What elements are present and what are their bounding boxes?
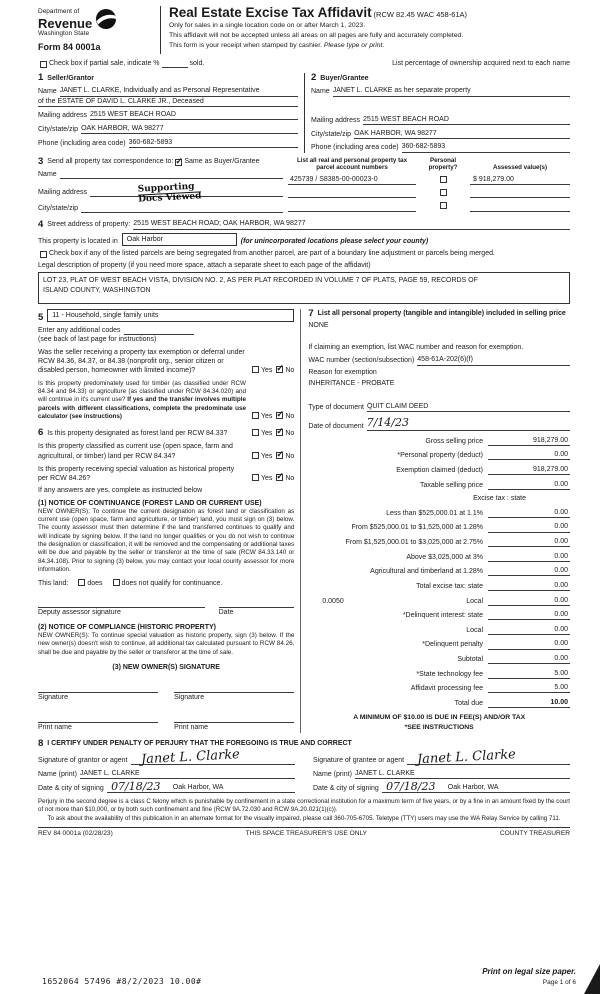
tax-label: From $525,000.01 to $1,525,000 at 1.28%: [351, 524, 483, 532]
timber-question-row: [38, 380, 294, 421]
grantor-city-field[interactable]: Oak Harbor, WA: [165, 783, 295, 793]
section-6-number: 6: [38, 427, 44, 439]
correspondence-name-field[interactable]: [60, 170, 283, 179]
partial-sale-row: [38, 59, 570, 68]
tax-label: Above $3,025,000 at 3%: [406, 553, 483, 561]
wac-number-label: WAC number (section/subsection): [308, 357, 415, 365]
owner-printname-field-2[interactable]: [174, 715, 294, 723]
excise-tax-table: [308, 436, 570, 708]
total-due-value[interactable]: 10.00: [488, 698, 570, 708]
seller-phone-label: Phone (including area code): [38, 139, 126, 147]
form-title: Real Estate Excise Tax Affidavit: [169, 5, 372, 20]
grantor-name-print-label: Name (print): [38, 770, 77, 778]
footer-row: [38, 827, 570, 839]
grantor-date-field[interactable]: 07/18/23: [107, 783, 165, 793]
buyer-grantee-heading: Buyer/Grantee: [320, 74, 369, 82]
seller-name-field-line2[interactable]: of the ESTATE OF DAVID L. CLARKE JR., Deceased: [38, 97, 298, 107]
notice-continuance-body: NEW OWNER(S): To continue the current designation as forest land or classification as current use (open space, farm and agriculture, or timber) land, you must sign on (3) below. The county assessor must then determine if the land transferred continues to qualify and will indicate by signing below. If the land no longer qualifies or you do not wish to continue the designation or classification, it will be removed and the compensating or additional taxes will be due and payable by the seller or transferor at the time of sale (RCW 84.33.140 or 84.34.108). Prior to signing (3) below, you may contact your local county assessor for more information.: [38, 507, 295, 573]
tax-label: Agricultural and timberland at 1.28%: [370, 568, 483, 576]
personal-property-checkbox-3[interactable]: [440, 202, 447, 209]
personal-property-checkbox-1[interactable]: [440, 176, 447, 183]
send-correspondence-label: Send all property tax correspondence to:: [47, 157, 174, 165]
stamp-line-1: Supporting: [137, 181, 195, 195]
legal-description-label: Legal description of property (if you need more space, attach a separate sheet to each page of the affidavit): [38, 262, 371, 270]
tax-value[interactable]: 0.00: [488, 610, 570, 620]
this-land-label: This land:: [38, 580, 69, 588]
signature-label-1: Signature: [38, 694, 68, 702]
land-qualify-row: [38, 579, 294, 588]
tax-label: Local: [466, 626, 483, 634]
parcel-table: [288, 157, 570, 214]
current-use-yes-label: Yes: [261, 452, 273, 460]
additional-codes-label: Enter any additional codes: [38, 326, 121, 334]
does-label: does: [87, 580, 103, 588]
notice-compliance-title: (2) NOTICE OF COMPLIANCE (HISTORIC PROPERTY): [38, 623, 216, 631]
certification-section: [38, 739, 570, 793]
supporting-docs-viewed-stamp: [138, 182, 202, 205]
personal-property-list-heading: List all personal property (tangible and intangible) included in selling price: [317, 309, 566, 317]
tax-value[interactable]: 0.00: [488, 450, 570, 460]
tax-value[interactable]: 0.00: [488, 639, 570, 649]
tax-value[interactable]: 5.00: [488, 669, 570, 679]
deferral-question-row: [38, 348, 294, 376]
located-in-label: This property is located in: [38, 237, 118, 245]
personal-property-none-value[interactable]: NONE: [308, 322, 329, 330]
additional-codes-note: (see back of last page for instructions): [38, 335, 157, 343]
forest-yes-checkbox[interactable]: [252, 429, 259, 436]
segregated-label: Check box if any of the listed parcels are being segregated from another parcel, are part of a boundary line adjustment or parcels being merged.: [49, 249, 495, 257]
deferral-yes-label: Yes: [261, 367, 273, 375]
owner-signature-labels: [38, 693, 294, 702]
buyer-phone-field[interactable]: 360-682-5893: [402, 142, 570, 152]
forest-yes-label: Yes: [261, 430, 273, 438]
assessed-value-field[interactable]: $ 918,279.00: [470, 175, 570, 185]
doc-type-label: Type of document: [308, 403, 364, 411]
partial-sale-percent-field[interactable]: [162, 60, 188, 68]
minimum-due-note: A MINIMUM OF $10.00 IS DUE IN FEE(S) AND/OR TAX: [353, 714, 526, 722]
timber-no-checkbox[interactable]: [276, 412, 283, 419]
street-address-label: Street address of property:: [47, 221, 131, 229]
excise-tax-state-label: Excise tax : state: [473, 495, 526, 503]
county-treasurer-label: COUNTY TREASURER: [499, 829, 570, 837]
partial-sale-label: Check box if partial sale, indicate %: [49, 60, 160, 68]
assessed-value-field-2[interactable]: [470, 189, 570, 198]
parcel-number-field[interactable]: 425739 / S8385-00-00023-0: [288, 175, 416, 185]
section-4-number: 4: [38, 219, 44, 231]
tax-label: Exemption claimed (deduct): [396, 466, 483, 474]
tax-value[interactable]: 0.00: [488, 566, 570, 576]
reason-exemption-value[interactable]: INHERITANCE - PROBATE: [308, 379, 395, 387]
perjury-statement: Perjury in the second degree is a class C felony which is punishable by confinement in a state correctional institution for a maximum term of five years, or by a fine in an amount fixed by the court of not more than $10,000, or by both such confinement and fine (RCW 9A.72.030 and RCW 9A.20.021(1)(c)).: [38, 798, 570, 814]
owner-signature-field-2[interactable]: [174, 685, 294, 693]
lower-columns: [38, 309, 570, 733]
current-use-question-row: [38, 442, 294, 460]
tax-value[interactable]: 918,279.00: [488, 436, 570, 446]
parcel-numbers-header: List all real and personal property tax parcel account numbers: [297, 156, 408, 171]
correspondence-block: [38, 157, 288, 214]
accessibility-statement: To ask about the availability of this publication in an alternate format for the visually impaired, please call 360-705-6705. Teletype (TTY) users may use the WA Relay Service by calling 711.: [47, 814, 561, 822]
buyer-phone-label: Phone (including area code): [311, 144, 399, 152]
correspondence-name-label: Name: [38, 170, 57, 178]
tax-label: Local: [466, 597, 483, 605]
sold-label: sold.: [189, 60, 205, 68]
personal-property-checkbox-2[interactable]: [440, 189, 447, 196]
signature-label-2: Signature: [174, 694, 205, 702]
deferral-question: Was the seller receiving a property tax exemption or deferral under RCW 84.36, 84.37, or 84.38 (nonprofit org., senior citizen or disabled person, homeowner with limited income)?: [38, 349, 245, 375]
grantee-name-print-field[interactable]: JANET L. CLARKE: [355, 769, 570, 779]
tax-correspondence-section: [38, 157, 570, 214]
historic-no-label: No: [285, 475, 295, 483]
type-or-print-note: Please type or print.: [323, 41, 385, 49]
same-as-buyer-label: Same as Buyer/Grantee: [184, 157, 260, 165]
land-does-checkbox[interactable]: [78, 579, 85, 586]
notice-compliance-body: NEW OWNER(S): To continue special valuation as historic property, sign (3) below. If the new owner(s) doesn't wish to continue, all additional tax calculated pursuant to RCW 84.26, shall be due and payable by the seller or transferor at the time of sale.: [38, 631, 295, 656]
rcw-reference: (RCW 82.45 WAC 458-61A): [373, 10, 468, 19]
tax-value[interactable]: 0.00: [488, 522, 570, 532]
certify-heading: I CERTIFY UNDER PENALTY OF PERJURY THAT THE FOREGOING IS TRUE AND CORRECT: [47, 740, 352, 748]
tax-value[interactable]: 0.00: [488, 581, 570, 591]
tax-value[interactable]: 0.00: [488, 537, 570, 547]
tax-label: *Delinquent interest: state: [402, 612, 483, 620]
grantee-city-field[interactable]: Oak Harbor, WA: [440, 783, 570, 793]
tax-label: Total excise tax: state: [416, 582, 483, 590]
grantee-signature[interactable]: Janet L. Clarke: [416, 746, 517, 767]
historic-no-checkbox[interactable]: [276, 474, 283, 481]
grantee-signature-block: [313, 746, 570, 794]
header-note-3: This form is your receipt when stamped by cashier.: [169, 41, 324, 49]
historic-question: Is this property receiving special valuation as historical property per RCW 84.26?: [38, 465, 235, 483]
seller-mailing-field[interactable]: 2515 WEST BEACH ROAD: [90, 110, 298, 120]
right-column: [301, 309, 570, 733]
owner-printname-field-1[interactable]: [38, 715, 158, 723]
seller-mailing-label: Mailing address: [38, 112, 88, 120]
wac-number-field[interactable]: 458-61A-202(6)(f): [417, 355, 570, 365]
tax-value[interactable]: 0.00: [488, 552, 570, 562]
grantor-signature[interactable]: Janet L. Clarke: [140, 746, 240, 767]
owner-printname-lines: [38, 715, 294, 723]
owner-printname-labels: [38, 723, 294, 732]
buyer-mailing-label: Mailing address: [311, 117, 361, 124]
assessed-value-header: Assessed value(s): [493, 163, 548, 171]
legal-description-line-2: ISLAND COUNTY, WASHINGTON: [43, 286, 151, 294]
print-name-label-1: Print name: [38, 724, 72, 732]
parcel-number-field-3[interactable]: [288, 203, 416, 212]
correspondence-mailing-label: Mailing address: [38, 188, 88, 196]
deferral-no-label: No: [285, 367, 295, 375]
tax-label: *Personal property (deduct): [397, 452, 483, 460]
personal-property-header: Personal property?: [428, 156, 458, 171]
header-note-1: Only for sales in a single location code on or after March 1, 2023.: [169, 21, 366, 29]
timber-yes-label: Yes: [261, 412, 273, 420]
seller-name-field[interactable]: JANET L. CLARKE, Individually and as Personal Representative: [60, 86, 298, 96]
property-address-section: [38, 219, 570, 303]
bottom-row: [42, 967, 576, 988]
page-number: Page 1 of 6: [542, 979, 576, 987]
tax-label: From $1,525,000.01 to $3,025,000 at 2.75%: [345, 539, 483, 546]
tax-value[interactable]: 0.00: [488, 480, 570, 490]
timber-no-label: No: [285, 412, 295, 420]
owner-signature-lines: [38, 685, 294, 693]
does-not-label: does not qualify for continuance.: [121, 580, 223, 588]
legal-description-field[interactable]: [38, 272, 570, 303]
buyer-csz-field[interactable]: OAK HARBOR, WA 98277: [354, 129, 570, 139]
section-5-number: 5: [38, 311, 44, 323]
buyer-grantee-block: [304, 73, 570, 152]
buyer-mailing-field[interactable]: 2515 WEST BEACH ROAD: [363, 115, 570, 125]
historic-question-row: [38, 465, 294, 483]
tax-label: Less than $525,000.01 at 1.1%: [386, 509, 483, 517]
forest-land-question: Is this property designated as forest land per RCW 84.33?: [47, 430, 228, 438]
assessed-value-field-3[interactable]: [470, 203, 570, 212]
tax-label: Taxable selling price: [419, 481, 483, 489]
timber-question-part1: Is this property predominately used for timber (as classified under RCW 84.34 and 84.33) or agriculture (as classified under RCW 84.34.020) and will continue in it's current use?: [38, 379, 246, 404]
print-name-label-2: Print name: [174, 724, 209, 732]
parcel-row-3: [288, 202, 570, 211]
unincorporated-note: (for unincorporated locations please select your county): [240, 237, 429, 245]
print-legal-size-note: Print on legal size paper.: [482, 966, 576, 976]
see-instructions-note: *SEE INSTRUCTIONS: [404, 724, 474, 732]
if-yes-note: If any answers are yes, complete as instructed below: [38, 487, 203, 495]
treasurer-stamp-number: 1652064 57496 #8/2/2023 10.00#: [42, 977, 202, 987]
seller-name-label: Name: [38, 88, 57, 96]
section-3-number: 3: [38, 155, 44, 167]
section-1-number: 1: [38, 72, 44, 84]
header-note-2: This affidavit will not be accepted unless all areas on all pages are fully and accurately completed.: [169, 31, 464, 39]
seller-csz-field[interactable]: OAK HARBOR, WA 98277: [81, 124, 298, 134]
grantor-sig-label: Signature of grantor or agent: [38, 756, 128, 764]
tax-label: Affidavit processing fee: [410, 685, 483, 693]
parties-section: [38, 73, 570, 152]
historic-yes-checkbox[interactable]: [252, 474, 259, 481]
current-use-yes-checkbox[interactable]: [252, 452, 259, 459]
street-address-field[interactable]: 2515 WEST BEACH ROAD; OAK HARBOR, WA 98277: [133, 219, 570, 229]
total-due-label: Total due: [454, 699, 483, 707]
section-8-number: 8: [38, 738, 44, 750]
tax-value-empty: [568, 494, 570, 503]
tax-label: *Delinquent penalty: [422, 641, 483, 649]
parcel-row-1: [288, 175, 570, 185]
page-corner-mark: [584, 964, 600, 994]
same-as-buyer-checkbox[interactable]: [175, 159, 182, 166]
grantor-name-print-field[interactable]: JANET L. CLARKE: [80, 769, 295, 779]
parcel-row-2: [288, 189, 570, 198]
deputy-date-field[interactable]: [219, 600, 295, 608]
forest-no-label: No: [285, 430, 295, 438]
doc-date-label: Date of document: [308, 423, 364, 430]
parcel-number-field-2[interactable]: [288, 189, 416, 198]
additional-codes-field[interactable]: [124, 326, 194, 335]
buyer-name-field[interactable]: JANET L. CLARKE as her separate property: [333, 86, 570, 96]
deputy-date-label: Date: [218, 609, 234, 617]
deferral-no-checkbox[interactable]: [276, 366, 283, 373]
deputy-assessor-signature-field[interactable]: [38, 600, 205, 608]
title-block: [160, 6, 570, 54]
washington-state-label: Washington State: [38, 29, 90, 37]
buyer-csz-label: City/state/zip: [311, 130, 352, 138]
dept-of-label: Department of: [38, 8, 80, 15]
legal-description-line-1: LOT 23, PLAT OF WEST BEACH VISTA, DIVISION NO. 2, AS PER PLAT RECORDED IN VOLUME 7 OF PLATS, PAGE 59, RECORDS OF: [43, 277, 478, 285]
section-2-number: 2: [311, 72, 317, 84]
ownership-percent-note: List percentage of ownership acquired next to each name: [392, 60, 570, 68]
current-use-no-label: No: [285, 452, 295, 460]
buyer-name-label: Name: [311, 88, 330, 96]
tax-value[interactable]: 918,279.00: [488, 465, 570, 475]
left-column: [38, 309, 301, 733]
forest-no-checkbox[interactable]: [276, 429, 283, 436]
form-header: [38, 6, 570, 54]
revenue-label: Revenue: [38, 15, 93, 31]
exemption-note: If claiming an exemption, list WAC number and reason for exemption.: [308, 343, 524, 351]
grantee-name-print-label: Name (print): [313, 770, 352, 778]
current-use-no-checkbox[interactable]: [276, 452, 283, 459]
correspondence-csz-label: City/state/zip: [38, 205, 79, 213]
tax-label: Gross selling price: [425, 437, 483, 445]
treasurer-space-label: THIS SPACE TREASURER'S USE ONLY: [245, 829, 368, 837]
grantee-date-city-label: Date & city of signing: [313, 785, 379, 793]
seller-grantor-block: [38, 73, 304, 152]
rev-form-number: REV 84 0001a (02/28/23): [38, 829, 113, 837]
tax-value[interactable]: 0.00: [488, 508, 570, 518]
revenue-logo-icon: [95, 8, 119, 33]
grantee-date-field[interactable]: 07/18/23: [382, 783, 440, 793]
reason-exemption-label: Reason for exemption: [308, 368, 377, 376]
doc-type-field[interactable]: QUIT CLAIM DEED: [367, 402, 570, 412]
tax-value[interactable]: 5.00: [488, 683, 570, 693]
tax-label: Subtotal: [457, 656, 483, 663]
form-number: Form 84 0001a: [38, 42, 101, 53]
grantor-signature-block: [38, 746, 295, 794]
seller-phone-field[interactable]: 360-682-5893: [129, 138, 298, 148]
forest-land-question-row: [38, 428, 294, 438]
partial-sale-checkbox[interactable]: [40, 61, 47, 68]
seller-grantor-heading: Seller/Grantor: [47, 74, 94, 82]
local-rate-value: 0.0050: [322, 597, 344, 605]
notice-continuance-title: (1) NOTICE OF CONTINUANCE (FOREST LAND OR CURRENT USE): [38, 499, 262, 507]
tax-value[interactable]: 0.00: [488, 596, 570, 606]
deputy-signature-lines: [38, 600, 294, 608]
correspondence-csz-field[interactable]: [81, 204, 283, 213]
dor-logo-block: [38, 6, 160, 54]
deputy-assessor-label: Deputy assessor signature: [38, 609, 121, 617]
owner-signature-field-1[interactable]: [38, 685, 158, 693]
timber-yes-checkbox[interactable]: [252, 412, 259, 419]
deferral-yes-checkbox[interactable]: [252, 366, 259, 373]
deputy-signature-labels: [38, 608, 294, 617]
stamp-line-2: Docs Viewed: [138, 191, 202, 205]
current-use-question: Is this property classified as current use (open space, farm and agricultural, or timber) land per RCW 84.34?: [38, 443, 233, 460]
tax-value[interactable]: 0.00: [488, 654, 570, 664]
location-select[interactable]: Oak Harbor: [122, 233, 237, 246]
new-owner-signature-title: (3) NEW OWNER(S) SIGNATURE: [112, 663, 220, 671]
land-use-code-select[interactable]: 11 - Household, single family units: [47, 309, 294, 322]
segregated-checkbox[interactable]: [40, 251, 47, 258]
grantor-date-city-label: Date & city of signing: [38, 785, 104, 793]
doc-date-field[interactable]: 7/14/23: [367, 416, 570, 432]
grantee-sig-label: Signature of grantee or agent: [313, 756, 405, 764]
tax-label: *State technology fee: [416, 670, 483, 678]
land-does-not-checkbox[interactable]: [113, 579, 120, 586]
section-7-number: 7: [308, 307, 314, 319]
tax-value[interactable]: 0.00: [488, 625, 570, 635]
timber-question-part2: If yes and the transfer involves multiple parcels with different classifications, complete the predominate use calculator (see instructions): [38, 396, 247, 420]
seller-csz-label: City/state/zip: [38, 125, 79, 133]
historic-yes-label: Yes: [261, 475, 273, 483]
